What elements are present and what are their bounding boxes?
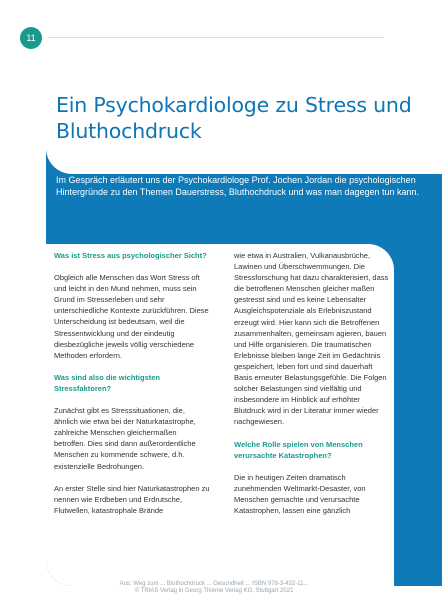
question-heading: Welche Rolle spielen von Menschen verursachte Katastrophen? — [234, 439, 363, 460]
header-rule — [48, 37, 384, 38]
article-body — [46, 244, 394, 586]
article-panel — [46, 62, 442, 586]
answer-paragraph: Die in heutigen Zeiten dramatisch zunehmenden Weltmarkt-Desaster, von Menschen gemachte und verursachte Katastrophen, lassen eine gänzlich — [234, 472, 366, 515]
page-number-badge: 11 — [20, 27, 42, 49]
footnote-line: © TRIAS Verlag in Georg Thieme Verlag KG, Stuttgart 2021 — [134, 588, 294, 594]
title-box — [46, 62, 442, 174]
answer-paragraph: wie etwa in Australien, Vulkanausbrüche, Lawinen und Überschwemmungen. Die Stressforschung hat dazu charakterisiert, dass die betroffenen Menschen gleicher maßen gestresst sind und es keine Lebensalter Ausgleichspotenziale als Erlebniszustand erzeugt wird. Hier kann sich die Betroffenen zusammenhalten, gemeinsam agieren, bauen und Hilfe organisieren. Die traumatischen Erlebnisse bleiben lange Zeit im Gedächtnis gespeichert, leben fort und sind dauerhaft Basis erneuter Belastungsgefühle. Die Folgen solcher Belastungen sind vielfältig und insbesondere im Hinblick auf erhöhter Blutdruck wird in der Literatur immer wieder nachgewiesen. — [234, 251, 389, 427]
question-heading: Was ist Stress aus psychologischer Sicht? — [54, 251, 207, 260]
question-heading: Was sind also die wichtigsten Stressfaktoren? — [54, 372, 160, 393]
answer-paragraph: Zunächst gibt es Stresssituationen, die, ähnlich wie etwa bei der Naturkatastrophe, zahlreiche Menschen gleichermaßen betroffen. Dies sind dann außerordentliche Menschen zu kommende schwere, d.h. existenzielle Bedrohungen. — [54, 406, 196, 471]
article-intro: Im Gespräch erläutert uns der Psychokardiologe Prof. Jochen Jordan die psychologischen Hintergründe zu den Themen Dauerstress, Bluthochdruck und was man dagegen tun kann. — [56, 175, 420, 198]
article-title: Ein Psychokardiologe zu Stress und Bluthochdruck — [56, 93, 412, 143]
right-column — [234, 250, 390, 527]
footnote-line: Aus: Weg zum ... Bluthochdruck ... Gesundheit ... ISBN 978-3-432-11... — [119, 581, 309, 587]
answer-paragraph: Obgleich alle Menschen das Wort Stress oft und leicht in den Mund nehmen, muss sein Grund im Stresserleben und sehr unterschiedliche Kontexte zurückführen. Diese Unterscheidung ist bedeutsam, weil die Stressentwicklung und der eindeutig diesbezügliche jeweils völlig verschiedene Methoden erfordern. — [54, 273, 209, 360]
answer-paragraph: An erster Stelle sind hier Naturkatastrophen zu nennen wie Erdbeben und Erdrutsche, Flutwellen, katastrophale Brände — [54, 483, 210, 515]
left-column — [54, 250, 210, 527]
copyright-footnote — [64, 581, 364, 595]
